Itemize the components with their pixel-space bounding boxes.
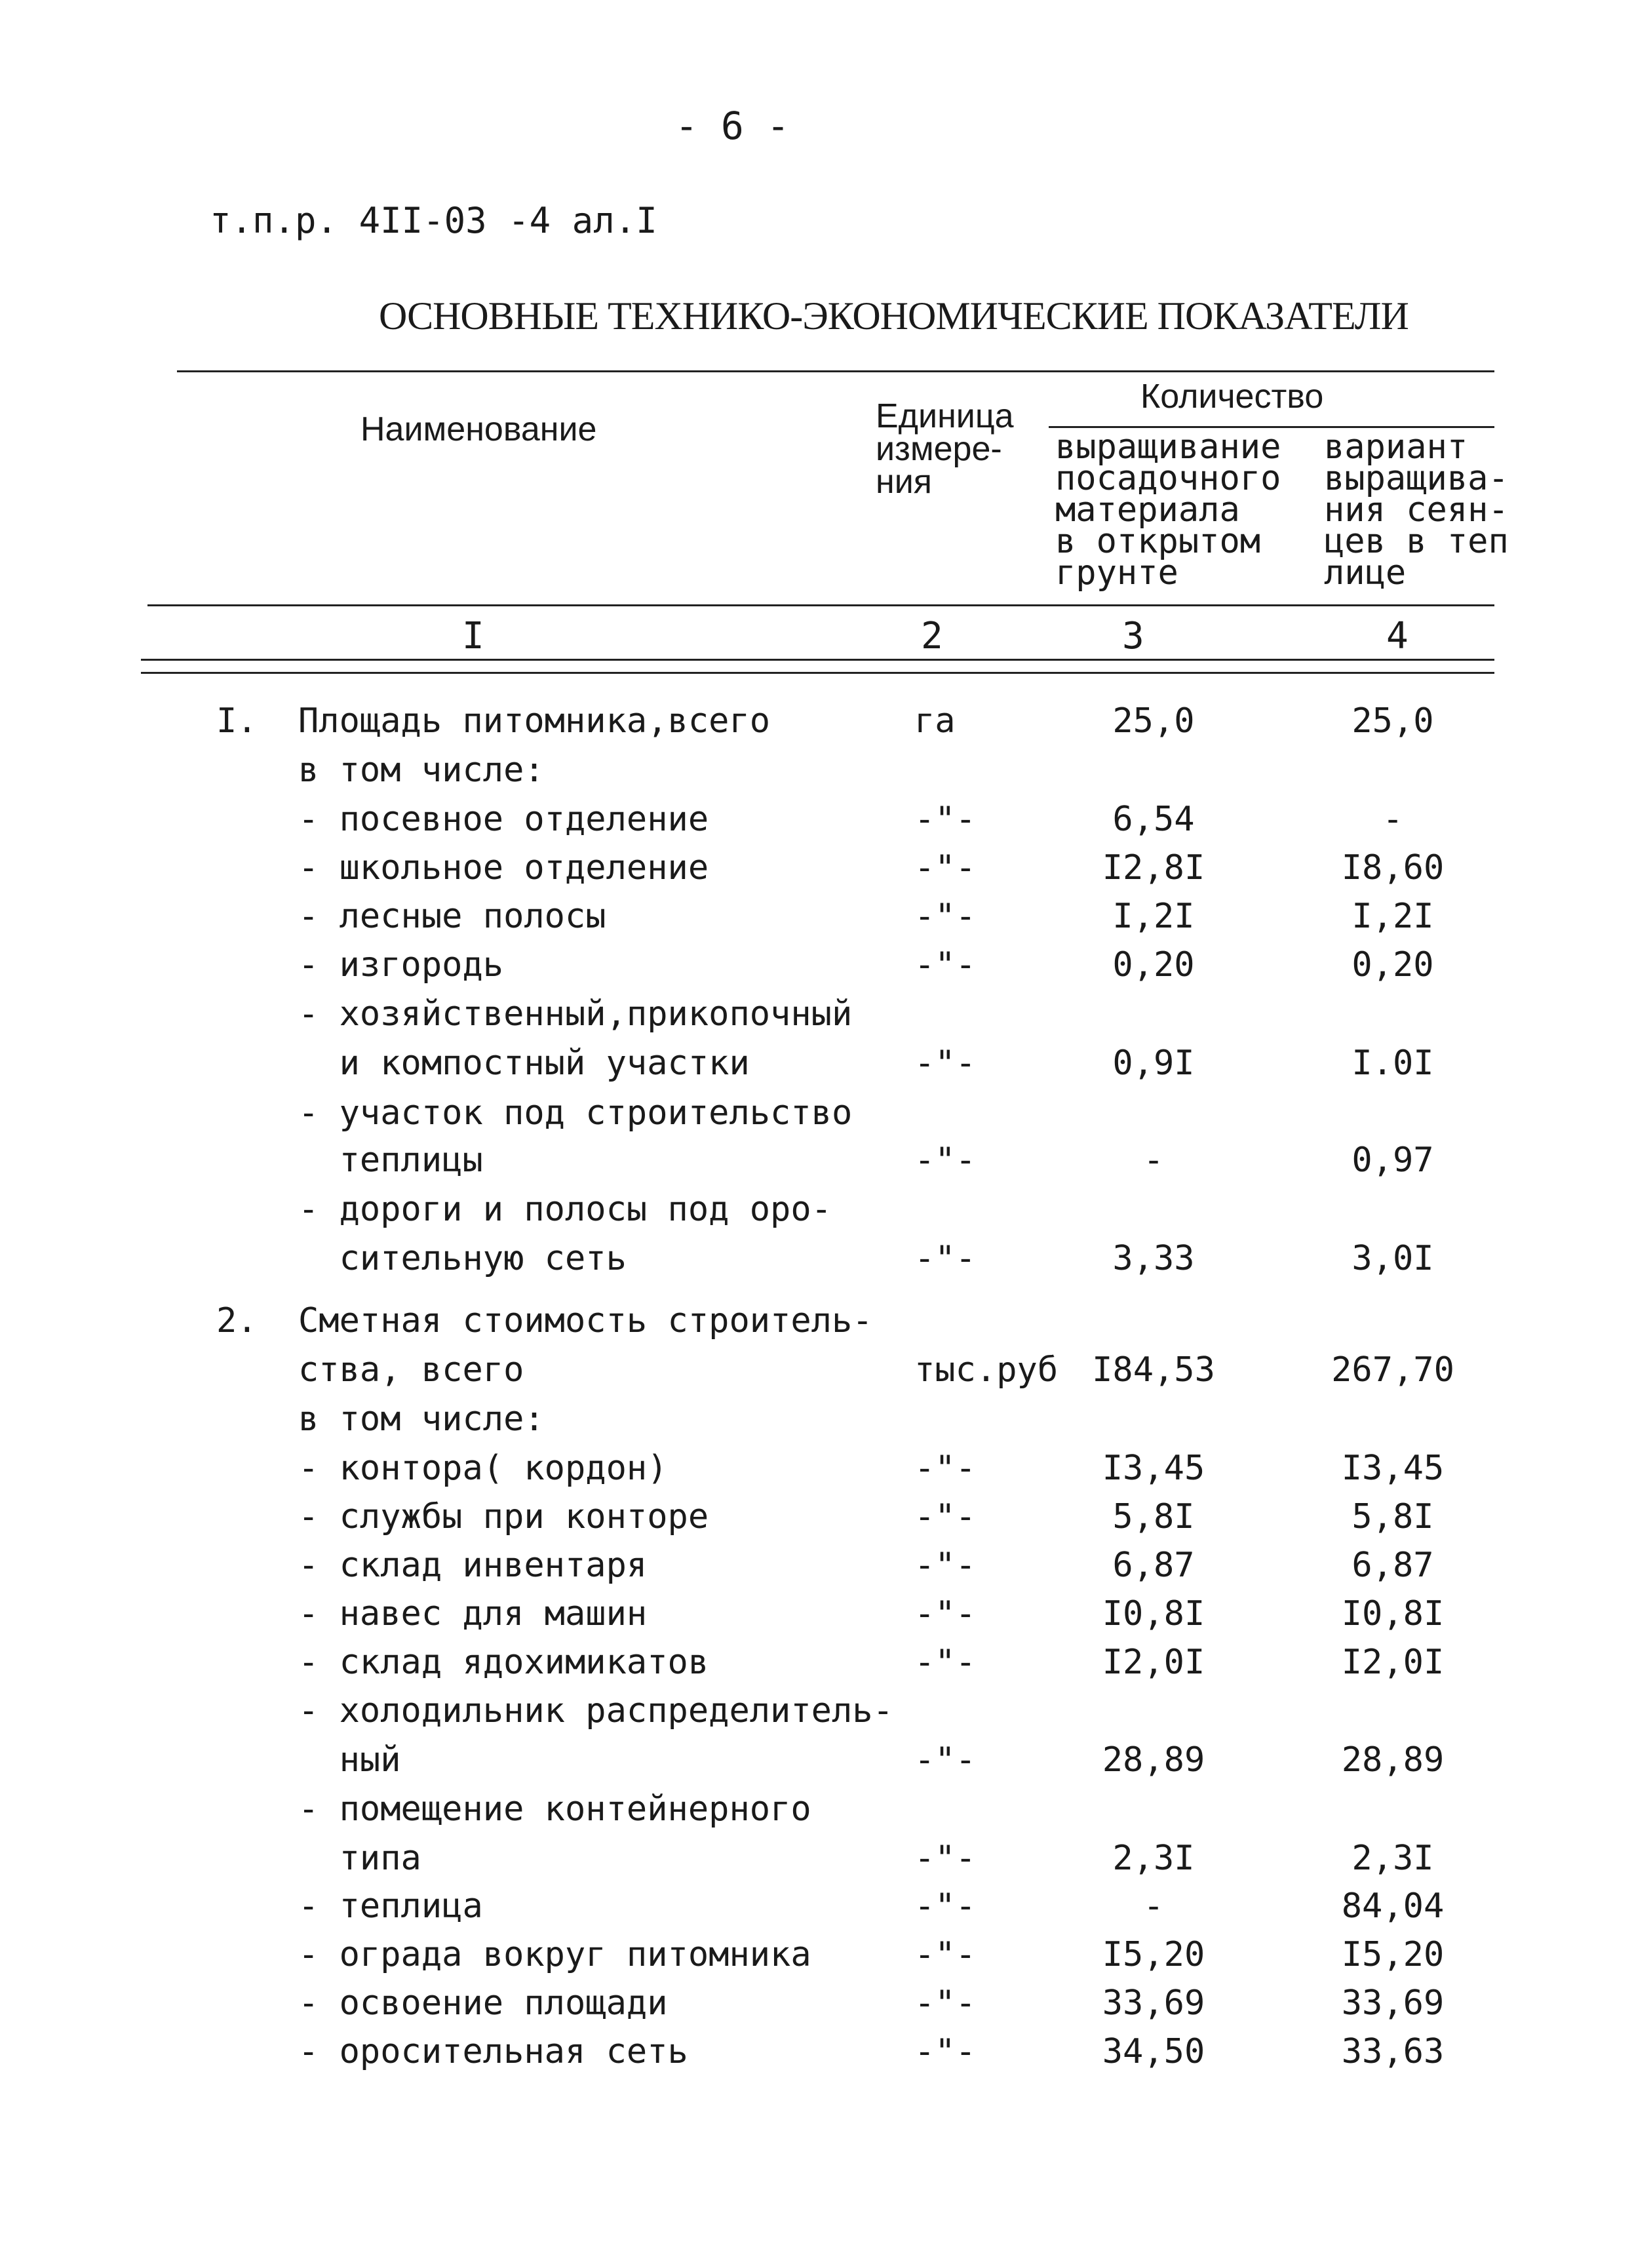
row-unit: -"-: [914, 1546, 976, 1585]
table-top-rule: [177, 370, 1494, 372]
row-name: - изгородь: [298, 945, 504, 985]
row-value-open-ground: 3,33: [1112, 1239, 1195, 1278]
row-name: - навес для машин: [298, 1594, 648, 1633]
row-value-greenhouse: 5,8I: [1352, 1497, 1434, 1536]
column-number-3: 3: [1122, 615, 1144, 657]
row-unit: -"-: [914, 1935, 976, 1974]
row-value-greenhouse: 84,04: [1341, 1887, 1445, 1926]
row-value-open-ground: I2,0I: [1102, 1643, 1205, 1682]
row-value-open-ground: 0,9I: [1112, 1044, 1195, 1083]
row-unit: -"-: [914, 1449, 976, 1488]
row-value-open-ground: 28,89: [1102, 1740, 1205, 1780]
row-name: - контора( кордон): [298, 1449, 668, 1488]
row-value-open-ground: I84,53: [1092, 1350, 1215, 1390]
row-name: - освоение площади: [298, 1984, 668, 2023]
row-unit: -"-: [914, 1643, 976, 1682]
row-name: сительную сеть: [298, 1239, 627, 1278]
row-value-greenhouse: I.0I: [1352, 1044, 1434, 1083]
row-name: - посевное отделение: [298, 800, 709, 839]
row-unit: -"-: [914, 2032, 976, 2071]
row-name: - школьное отделение: [298, 848, 709, 888]
row-value-greenhouse: 25,0: [1352, 701, 1434, 741]
row-value-greenhouse: 0,97: [1352, 1141, 1434, 1180]
row-unit: -"-: [914, 1044, 976, 1083]
row-name: в том числе:: [298, 1399, 545, 1439]
row-name: ства, всего: [298, 1350, 524, 1390]
row-name: - теплица: [298, 1887, 483, 1926]
row-value-greenhouse: I2,0I: [1341, 1643, 1445, 1682]
column-number-1: I: [462, 615, 484, 657]
row-value-open-ground: 5,8I: [1112, 1497, 1195, 1536]
column-number-4: 4: [1386, 615, 1409, 657]
row-name: - склад ядохимикатов: [298, 1643, 709, 1682]
row-value-greenhouse: 28,89: [1341, 1740, 1445, 1780]
row-unit: -"-: [914, 945, 976, 985]
row-value-open-ground: 0,20: [1112, 945, 1195, 985]
row-unit: -"-: [914, 1497, 976, 1536]
row-name: - холодильник распределитель-: [298, 1691, 893, 1730]
column-number-2: 2: [921, 615, 943, 657]
row-name: - оросительная сеть: [298, 2032, 688, 2071]
row-value-open-ground: I,2I: [1112, 897, 1195, 936]
page-number: - 6 -: [675, 104, 790, 148]
row-name: и компостный участки: [298, 1044, 750, 1083]
row-name: - помещение контейнерного: [298, 1789, 811, 1829]
document-reference: т.п.р. 4II-03 -4 ал.I: [210, 200, 657, 241]
row-unit: -"-: [914, 1740, 976, 1780]
row-unit: га: [914, 701, 956, 741]
header-bottom-rule: [147, 604, 1494, 606]
row-value-open-ground: I2,8I: [1102, 848, 1205, 888]
row-value-open-ground: 34,50: [1102, 2032, 1205, 2071]
row-name: - службы при конторе: [298, 1497, 709, 1536]
header-col4: вариант выращива- ния сеян- цев в теп лице: [1324, 427, 1509, 593]
row-value-open-ground: 6,87: [1112, 1546, 1195, 1585]
row-unit: -"-: [914, 1239, 976, 1278]
row-value-greenhouse: 6,87: [1352, 1546, 1434, 1585]
row-value-greenhouse: 3,0I: [1352, 1239, 1434, 1278]
row-index: I.: [216, 701, 258, 741]
row-name: - хозяйственный,прикопочный: [298, 994, 853, 1034]
row-value-greenhouse: I,2I: [1352, 897, 1434, 936]
row-value-open-ground: I0,8I: [1102, 1594, 1205, 1633]
row-value-greenhouse: I0,8I: [1341, 1594, 1445, 1633]
row-unit: -"-: [914, 1141, 976, 1180]
row-name: типа: [298, 1839, 421, 1878]
row-value-open-ground: 2,3I: [1112, 1839, 1195, 1878]
row-value-greenhouse: 33,69: [1341, 1984, 1445, 2023]
row-name: - склад инвентаря: [298, 1546, 648, 1585]
row-value-open-ground: 33,69: [1102, 1984, 1205, 2023]
row-value-greenhouse: I3,45: [1341, 1449, 1445, 1488]
header-unit: Единица измере- ния: [876, 397, 1014, 501]
row-value-open-ground: -: [1143, 1141, 1164, 1180]
row-unit: -"-: [914, 1887, 976, 1926]
row-value-open-ground: 6,54: [1112, 800, 1195, 839]
row-name: - дороги и полосы под оро-: [298, 1190, 832, 1229]
row-name: - ограда вокруг питомника: [298, 1935, 811, 1974]
column-numbers-rule-lower: [141, 672, 1494, 674]
row-value-greenhouse: 33,63: [1341, 2032, 1445, 2071]
row-name: Площадь питомника,всего: [298, 701, 771, 741]
row-value-greenhouse: I8,60: [1341, 848, 1445, 888]
page-title: ОСНОВНЫЕ ТЕХНИКО-ЭКОНОМИЧЕСКИЕ ПОКАЗАТЕЛИ: [379, 294, 1409, 338]
row-name: в том числе:: [298, 751, 545, 790]
row-value-greenhouse: I5,20: [1341, 1935, 1445, 1974]
row-value-open-ground: I5,20: [1102, 1935, 1205, 1974]
row-unit: -"-: [914, 1594, 976, 1633]
row-unit: -"-: [914, 848, 976, 888]
row-unit: тыс.руб: [914, 1350, 1059, 1390]
row-index: 2.: [216, 1301, 258, 1340]
row-value-open-ground: I3,45: [1102, 1449, 1205, 1488]
row-name: - участок под строительство: [298, 1093, 853, 1133]
row-value-greenhouse: 2,3I: [1352, 1839, 1434, 1878]
row-name: ный: [298, 1740, 401, 1780]
header-name: Наименование: [360, 410, 597, 448]
header-col3: выращивание посадочного материала в открытом грунте: [1055, 427, 1281, 593]
header-quantity: Количество: [1140, 378, 1324, 416]
row-value-greenhouse: 267,70: [1331, 1350, 1454, 1390]
row-value-greenhouse: -: [1382, 800, 1403, 839]
row-name: Сметная стоимость строитель-: [298, 1301, 873, 1340]
row-unit: -"-: [914, 1839, 976, 1878]
row-unit: -"-: [914, 897, 976, 936]
row-value-greenhouse: 0,20: [1352, 945, 1434, 985]
row-value-open-ground: -: [1143, 1887, 1164, 1926]
row-unit: -"-: [914, 800, 976, 839]
row-unit: -"-: [914, 1984, 976, 2023]
row-name: теплицы: [298, 1141, 483, 1180]
row-name: - лесные полосы: [298, 897, 606, 936]
column-numbers-rule-upper: [141, 659, 1494, 661]
row-value-open-ground: 25,0: [1112, 701, 1195, 741]
